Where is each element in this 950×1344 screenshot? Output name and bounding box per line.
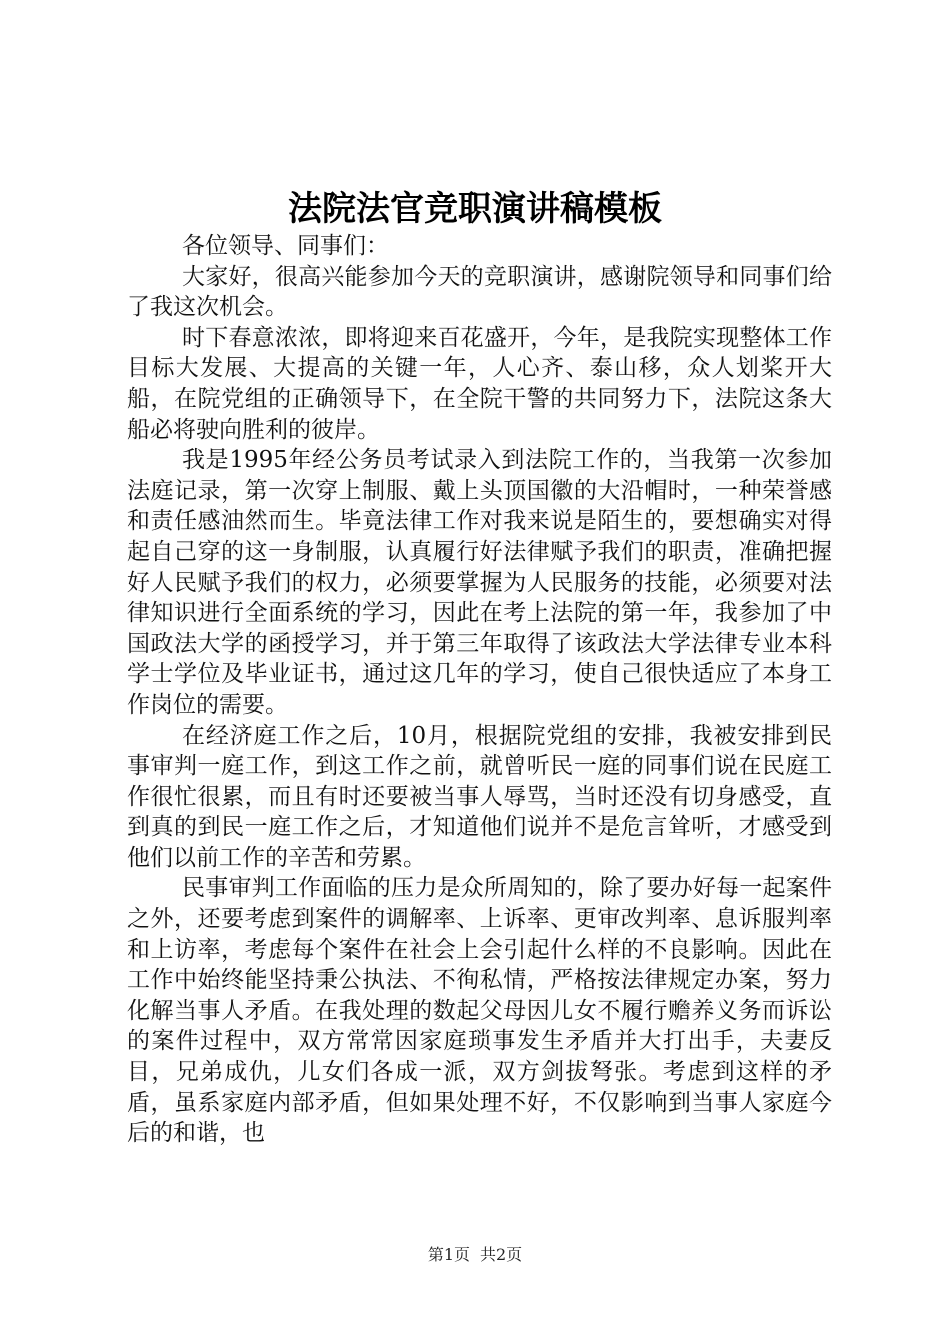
page-number: 第1页 (427, 1245, 470, 1264)
paragraph-spring: 时下春意浓浓，即将迎来百花盛开，今年，是我院实现整体工作目标大发展、大提高的关键一年，人心齐、泰山移，众人划桨开大船，在院党组的正确领导下，在全院干警的共同努力下，法院这条大船必将驶向胜利的彼岸。 (127, 324, 832, 443)
document-body (127, 231, 832, 1149)
paragraph-civil-court: 在经济庭工作之后，10月，根据院党组的安排，我被安排到民事审判一庭工作，到这工作之前，就曾听民一庭的同事们说在民庭工作很忙很累，而且有时还要被当事人辱骂，当时还没有切身感受，直到真的到民一庭工作之后，才知道他们说并不是危言耸听，才感受到他们以前工作的辛苦和劳累。 (127, 722, 832, 871)
paragraph-civil-trial-pressure: 民事审判工作面临的压力是众所周知的，除了要办好每一起案件之外，还要考虑到案件的调解率、上诉率、更审改判率、息诉服判率和上访率，考虑每个案件在社会上会引起什么样的不良影响。因此在工作中始终能坚持秉公执法、不徇私情，严格按法律规定办案，努力化解当事人矛盾。在我处理的数起父母因儿女不履行赡养义务而诉讼的案件过程中，双方常常因家庭琐事发生矛盾并大打出手，夫妻反目，兄弟成仇，儿女们各成一派，双方剑拔弩张。考虑到这样的矛盾，虽系家庭内部矛盾，但如果处理不好，不仅影响到当事人家庭今后的和谐，也 (127, 875, 832, 1147)
paragraph-salutation: 各位领导、同事们： (182, 233, 389, 259)
page-total: 共2页 (480, 1245, 523, 1264)
document-title: 法院法官竞职演讲稿模板 (288, 189, 662, 229)
paragraph-greeting: 大家好，很高兴能参加今天的竞职演讲，感谢院领导和同事们给了我这次机会。 (127, 263, 832, 321)
page-footer (0, 1244, 950, 1266)
paragraph-career-start: 我是1995年经公务员考试录入到法院工作的，当我第一次参加法庭记录，第一次穿上制服、戴上头顶国徽的大沿帽时，一种荣誉感和责任感油然而生。毕竟法律工作对我来说是陌生的，要想确实对得起自己穿的这一身制服，认真履行好法律赋予我们的职责，准确把握好人民赋予我们的权力，必须要掌握为人民服务的技能，必须要对法律知识进行全面系统的学习，因此在考上法院的第一年，我参加了中国政法大学的函授学习，并于第三年取得了该政法大学法律专业本科学士学位及毕业证书，通过这几年的学习，使自己很快适应了本身工作岗位的需要。 (127, 447, 832, 718)
